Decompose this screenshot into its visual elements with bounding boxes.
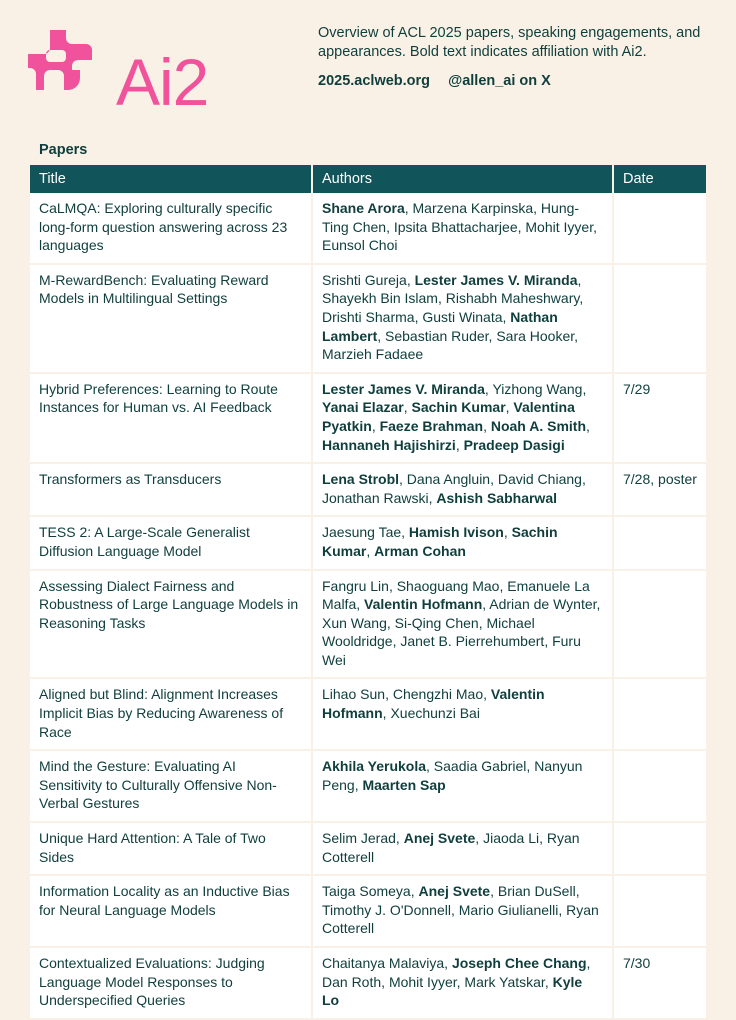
author-name: Jonathan Rawski bbox=[322, 489, 429, 506]
author-name: Valentin Hofmann bbox=[364, 596, 483, 613]
paper-authors: Jaesung Tae, Hamish Ivison, Sachin Kumar, Arman Cohan bbox=[312, 516, 613, 569]
author-name: Fangru Lin bbox=[322, 577, 389, 594]
paper-date bbox=[613, 516, 706, 569]
paper-title: Transformers as Transducers bbox=[30, 463, 312, 516]
table-row bbox=[30, 463, 706, 516]
table-row bbox=[30, 516, 706, 569]
column-header-date: Date bbox=[613, 165, 706, 193]
paper-authors: Taiga Someya, Anej Svete, Brian DuSell, Timothy J. O'Donnell, Mario Giulianelli, Ryan Cotterell bbox=[312, 875, 613, 947]
author-name: Nanyun Peng bbox=[322, 758, 583, 793]
table-row bbox=[30, 264, 706, 373]
author-name: Mohit Iyyer bbox=[525, 218, 594, 235]
author-name: Faeze Brahman bbox=[379, 417, 484, 434]
column-header-title: Title bbox=[30, 165, 312, 193]
author-name: Dana Angluin bbox=[406, 471, 491, 488]
author-name: Lester James V. Miranda bbox=[322, 380, 485, 397]
intro-description: Overview of ACL 2025 papers, speaking engagements, and appearances. Bold text indicates affiliation with Ai2. bbox=[318, 25, 701, 60]
author-name: Chengzhi Mao bbox=[392, 686, 484, 703]
author-name: Maarten Sap bbox=[362, 776, 446, 793]
author-name: Nathan Lambert bbox=[322, 308, 558, 344]
author-name: Marzieh Fadaee bbox=[322, 346, 424, 363]
paper-date bbox=[613, 678, 706, 750]
paper-date: 7/28, poster bbox=[613, 463, 706, 516]
author-name: Ryan Cotterell bbox=[322, 830, 580, 865]
author-name: Arman Cohan bbox=[374, 542, 466, 559]
author-name: Hamish Ivison bbox=[408, 524, 504, 541]
author-name: Adrian de Wynter bbox=[489, 596, 597, 613]
author-name: Shaoguang Mao bbox=[396, 577, 500, 594]
author-name: Sachin Kumar bbox=[322, 524, 558, 559]
paper-title: Aligned but Blind: Alignment Increases Implicit Bias by Reducing Awareness of Race bbox=[30, 678, 312, 750]
author-name: Timothy J. O'Donnell bbox=[322, 901, 451, 918]
paper-date: 7/29 bbox=[613, 373, 706, 463]
author-name: Jiaoda Li bbox=[483, 830, 540, 847]
logo-wordmark: Ai2 bbox=[116, 45, 209, 119]
author-name: Akhila Yerukola bbox=[322, 758, 427, 775]
author-name: Anej Svete bbox=[403, 830, 476, 847]
paper-title: Information Locality as an Inductive Bias for Neural Language Models bbox=[30, 875, 312, 947]
author-name: Yizhong Wang bbox=[492, 380, 583, 397]
author-name: Xun Wang bbox=[322, 614, 387, 631]
paper-title: TESS 2: A Large-Scale Generalist Diffusion Language Model bbox=[30, 516, 312, 569]
author-name: Lena Strobl bbox=[322, 471, 400, 488]
author-name: Sebastian Ruder bbox=[385, 327, 489, 344]
paper-authors: Srishti Gureja, Lester James V. Miranda, Shayekh Bin Islam, Rishabh Maheshwary, Drishti Sharma, Gusti Winata, Nathan Lambert, Sebastian Ruder, Sara Hooker, Marzieh Fadaee bbox=[312, 264, 613, 373]
author-name: Valentin Hofmann bbox=[322, 686, 545, 722]
table-row bbox=[30, 822, 706, 875]
paper-authors: Fangru Lin, Shaoguang Mao, Emanuele La Malfa, Valentin Hofmann, Adrian de Wynter, Xun Wang, Si-Qing Chen, Michael Wooldridge, Janet B. Pierrehumbert, Furu Wei bbox=[312, 570, 613, 679]
author-name: Chaitanya Malaviya bbox=[322, 955, 445, 971]
author-name: Srishti Gureja bbox=[322, 271, 407, 288]
paper-authors: Selim Jerad, Anej Svete, Jiaoda Li, Ryan Cotterell bbox=[312, 822, 613, 875]
author-name: Noah A. Smith bbox=[490, 417, 587, 434]
author-name: Anej Svete bbox=[418, 883, 491, 900]
author-name: Ipsita Bhattacharjee bbox=[393, 218, 518, 235]
links-row bbox=[318, 73, 565, 89]
author-name: Jaesung Tae bbox=[322, 524, 402, 541]
paper-date bbox=[613, 750, 706, 822]
author-name: Michael Wooldridge bbox=[322, 614, 535, 650]
author-name: Sara Hooker bbox=[496, 327, 575, 344]
intro-block bbox=[318, 24, 718, 62]
cross-logo-icon bbox=[28, 30, 92, 90]
table-row bbox=[30, 947, 706, 1019]
author-name: Kyle Lo bbox=[322, 973, 583, 1009]
author-name: Saadia Gabriel bbox=[433, 758, 527, 775]
author-name: Furu Wei bbox=[322, 633, 581, 668]
ai2-logo bbox=[28, 28, 218, 119]
author-name: Lihao Sun bbox=[322, 686, 386, 703]
author-name: David Chiang bbox=[497, 471, 582, 488]
paper-title: Mind the Gesture: Evaluating AI Sensitivity to Culturally Offensive Non-Verbal Gestures bbox=[30, 750, 312, 822]
author-name: Taiga Someya bbox=[322, 883, 411, 900]
author-name: Yanai Elazar bbox=[322, 399, 404, 416]
author-name: Si-Qing Chen bbox=[394, 614, 479, 631]
table-body bbox=[30, 193, 706, 1019]
table-row bbox=[30, 570, 706, 679]
paper-authors: Lester James V. Miranda, Yizhong Wang, Yanai Elazar, Sachin Kumar, Valentina Pyatkin, Faeze Brahman, Noah A. Smith, Hannaneh Hajishirzi, Pradeep Dasigi bbox=[312, 373, 613, 463]
author-name: Drishti Sharma bbox=[322, 308, 415, 325]
author-name: Shane Arora bbox=[322, 200, 405, 216]
paper-date: 7/30 bbox=[613, 947, 706, 1019]
paper-title: Contextualized Evaluations: Judging Language Model Responses to Underspecified Queries bbox=[30, 947, 312, 1019]
papers-table bbox=[30, 165, 706, 1020]
paper-title: M-RewardBench: Evaluating Reward Models in Multilingual Settings bbox=[30, 264, 312, 373]
author-name: Gusti Winata bbox=[422, 308, 503, 325]
author-name: Ashish Sabharwal bbox=[436, 489, 557, 506]
paper-authors: Shane Arora, Marzena Karpinska, Hung-Ting Chen, Ipsita Bhattacharjee, Mohit Iyyer, Eunsol Choi bbox=[312, 193, 613, 264]
paper-title: Unique Hard Attention: A Tale of Two Sides bbox=[30, 822, 312, 875]
website-link[interactable]: 2025.aclweb.org bbox=[318, 73, 431, 89]
paper-title: Assessing Dialect Fairness and Robustness of Large Language Models in Reasoning Tasks bbox=[30, 570, 312, 679]
paper-date bbox=[613, 570, 706, 679]
paper-title: CaLMQA: Exploring culturally specific long-form question answering across 23 languages bbox=[30, 193, 312, 264]
author-name: Pradeep Dasigi bbox=[463, 436, 565, 453]
author-name: Lester James V. Miranda bbox=[414, 271, 578, 288]
paper-authors: Lena Strobl, Dana Angluin, David Chiang, Jonathan Rawski, Ashish Sabharwal bbox=[312, 463, 613, 516]
author-name: Janet B. Pierrehumbert bbox=[400, 633, 545, 650]
author-name: Dan Roth bbox=[322, 973, 382, 990]
paper-date bbox=[613, 264, 706, 373]
paper-date bbox=[613, 822, 706, 875]
author-name: Marzena Karpinska bbox=[412, 200, 534, 216]
section-title: Papers bbox=[39, 142, 88, 158]
table-row bbox=[30, 750, 706, 822]
author-name: Valentina Pyatkin bbox=[322, 399, 575, 434]
author-name: Selim Jerad bbox=[322, 830, 396, 847]
paper-authors: Chaitanya Malaviya, Joseph Chee Chang, Dan Roth, Mohit Iyyer, Mark Yatskar, Kyle Lo bbox=[312, 947, 613, 1019]
table-header-row bbox=[30, 165, 706, 193]
paper-date bbox=[613, 193, 706, 264]
paper-authors: Akhila Yerukola, Saadia Gabriel, Nanyun Peng, Maarten Sap bbox=[312, 750, 613, 822]
author-name: Mark Yatskar bbox=[464, 973, 545, 990]
author-name: Shayekh Bin Islam bbox=[322, 290, 438, 307]
table-row bbox=[30, 875, 706, 947]
author-name: Mohit Iyyer bbox=[388, 973, 457, 990]
paper-title: Hybrid Preferences: Learning to Route Instances for Human vs. AI Feedback bbox=[30, 373, 312, 463]
paper-date bbox=[613, 875, 706, 947]
author-name: Xuechunzi Bai bbox=[390, 705, 480, 722]
author-name: Brian DuSell bbox=[497, 883, 576, 900]
table-row bbox=[30, 678, 706, 750]
author-name: Eunsol Choi bbox=[322, 237, 398, 254]
author-name: Hannaneh Hajishirzi bbox=[322, 436, 456, 453]
paper-authors: Lihao Sun, Chengzhi Mao, Valentin Hofmann, Xuechunzi Bai bbox=[312, 678, 613, 750]
column-header-authors: Authors bbox=[312, 165, 613, 193]
author-name: Hung-Ting Chen bbox=[322, 200, 580, 235]
author-name: Rishabh Maheshwary bbox=[445, 290, 580, 307]
author-name: Sachin Kumar bbox=[411, 399, 506, 416]
social-handle[interactable]: @allen_ai on X bbox=[448, 73, 551, 89]
author-name: Joseph Chee Chang bbox=[451, 955, 587, 971]
table-row bbox=[30, 373, 706, 463]
author-name: Ryan Cotterell bbox=[322, 901, 599, 937]
table-row bbox=[30, 193, 706, 264]
author-name: Emanuele La Malfa bbox=[322, 577, 590, 613]
author-name: Mario Giulianelli bbox=[458, 901, 559, 918]
